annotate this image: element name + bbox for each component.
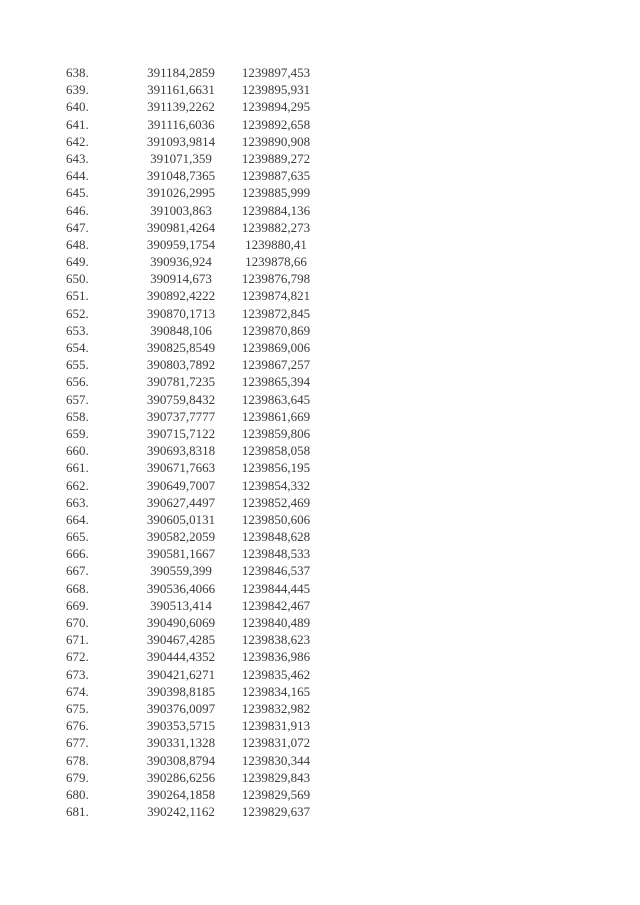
point-number: 661.: [66, 460, 89, 476]
x-coordinate: 390331,1328: [146, 735, 216, 751]
x-coordinate: 391026,2995: [146, 185, 216, 201]
point-number: 675.: [66, 700, 89, 716]
table-row: [60, 700, 340, 717]
x-coordinate: 390627,4497: [146, 494, 216, 510]
x-coordinate: 391184,2859: [147, 65, 215, 80]
y-coordinate: 1239882,273: [241, 219, 311, 235]
x-coordinate: 390914,673: [150, 271, 212, 287]
y-coordinate: 1239848,628: [241, 529, 311, 545]
point-number: 662.: [66, 477, 89, 493]
table-row: [60, 717, 340, 734]
point-number: 679.: [66, 769, 89, 785]
table-row: [60, 442, 340, 459]
point-number: 646.: [66, 202, 89, 218]
table-row: [60, 81, 340, 98]
y-coordinate: 1239887,635: [241, 168, 311, 184]
point-number: 654.: [66, 340, 89, 355]
x-coordinate: 390892,4222: [146, 288, 216, 304]
point-number: 665.: [66, 529, 89, 545]
x-coordinate: 390870,1713: [146, 305, 216, 321]
x-coordinate: 390444,4352: [146, 649, 216, 665]
table-row: [60, 287, 340, 304]
x-coordinate: 390693,8318: [146, 443, 216, 459]
table-row: [60, 305, 340, 322]
y-coordinate: 1239831,913: [241, 718, 311, 734]
y-coordinate: 1239848,533: [241, 546, 311, 562]
table-row: [60, 373, 340, 390]
point-number: 672.: [66, 649, 89, 665]
x-coordinate: 390671,7663: [146, 460, 216, 476]
point-number: 638.: [66, 65, 89, 80]
point-number: 673.: [66, 666, 89, 682]
x-coordinate: 391161,6631: [147, 82, 215, 98]
table-row: [60, 270, 340, 287]
y-coordinate: 1239884,136: [241, 202, 311, 218]
y-coordinate: 1239840,489: [241, 615, 311, 630]
point-number: 666.: [66, 546, 89, 562]
table-row: [60, 425, 340, 442]
table-row: [60, 752, 340, 769]
table-row: [60, 339, 340, 356]
x-coordinate: 390825,8549: [146, 340, 216, 355]
x-coordinate: 390308,8794: [146, 752, 216, 768]
point-number: 659.: [66, 425, 89, 441]
x-coordinate: 390803,7892: [146, 357, 216, 373]
point-number: 651.: [66, 288, 89, 304]
table-row: [60, 391, 340, 408]
x-coordinate: 391048,7365: [146, 168, 216, 184]
point-number: 667.: [66, 563, 89, 579]
table-row: [60, 408, 340, 425]
point-number: 641.: [66, 116, 89, 132]
y-coordinate: 1239829,569: [241, 786, 311, 802]
point-number: 671.: [66, 632, 89, 648]
y-coordinate: 1239829,843: [241, 769, 311, 785]
coordinate-table: [60, 64, 340, 820]
point-number: 664.: [66, 511, 89, 527]
x-coordinate: 390398,8185: [146, 683, 216, 699]
x-coordinate: 390649,7007: [146, 477, 216, 493]
x-coordinate: 390582,2059: [146, 529, 216, 545]
table-row: [60, 580, 340, 597]
point-number: 663.: [66, 494, 89, 510]
y-coordinate: 1239876,798: [241, 271, 311, 287]
x-coordinate: 390490,6069: [146, 615, 216, 630]
table-row: [60, 219, 340, 236]
y-coordinate: 1239831,072: [241, 735, 311, 751]
y-coordinate: 1239829,637: [241, 804, 311, 820]
point-number: 668.: [66, 580, 89, 596]
y-coordinate: 1239885,999: [241, 185, 311, 201]
x-coordinate: 390353,5715: [146, 718, 216, 734]
y-coordinate: 1239852,469: [241, 494, 311, 510]
y-coordinate: 1239867,257: [241, 357, 311, 373]
point-number: 640.: [66, 99, 89, 115]
y-coordinate: 1239869,006: [241, 340, 311, 355]
y-coordinate: 1239856,195: [241, 460, 311, 476]
y-coordinate: 1239859,806: [241, 425, 311, 441]
table-row: [60, 614, 340, 631]
table-row: [60, 184, 340, 201]
y-coordinate: 1239850,606: [241, 511, 311, 527]
x-coordinate: 390981,4264: [146, 219, 216, 235]
point-number: 680.: [66, 786, 89, 802]
x-coordinate: 390605,0131: [146, 511, 216, 527]
y-coordinate: 1239894,295: [241, 99, 311, 115]
y-coordinate: 1239878,66: [245, 254, 307, 270]
table-row: [60, 562, 340, 579]
y-coordinate: 1239832,982: [241, 700, 311, 716]
y-coordinate: 1239892,658: [241, 116, 311, 132]
x-coordinate: 391093,9814: [146, 133, 216, 149]
table-row: [60, 150, 340, 167]
table-row: [60, 734, 340, 751]
x-coordinate: 390421,6271: [146, 666, 216, 682]
x-coordinate: 391071,359: [150, 150, 212, 166]
x-coordinate: 390936,924: [150, 254, 212, 270]
point-number: 650.: [66, 271, 89, 287]
y-coordinate: 1239836,986: [241, 649, 311, 665]
table-row: [60, 64, 340, 81]
y-coordinate: 1239861,669: [241, 408, 311, 424]
point-number: 676.: [66, 718, 89, 734]
y-coordinate: 1239844,445: [241, 580, 311, 596]
point-number: 647.: [66, 219, 89, 235]
y-coordinate: 1239874,821: [241, 288, 311, 304]
table-row: [60, 545, 340, 562]
x-coordinate: 390513,414: [150, 597, 212, 613]
table-row: [60, 322, 340, 339]
table-row: [60, 356, 340, 373]
table-row: [60, 666, 340, 683]
point-number: 681.: [66, 804, 89, 820]
table-row: [60, 494, 340, 511]
point-number: 670.: [66, 615, 89, 630]
x-coordinate: 390581,1667: [146, 546, 216, 562]
table-row: [60, 683, 340, 700]
y-coordinate: 1239870,869: [241, 322, 311, 338]
y-coordinate: 1239880,41: [245, 236, 307, 252]
point-number: 652.: [66, 305, 89, 321]
point-number: 657.: [66, 391, 89, 407]
point-number: 678.: [66, 752, 89, 768]
y-coordinate: 1239889,272: [241, 150, 311, 166]
table-row: [60, 167, 340, 184]
y-coordinate: 1239830,344: [241, 752, 311, 768]
point-number: 669.: [66, 597, 89, 613]
table-row: [60, 133, 340, 150]
x-coordinate: 390242,1162: [147, 804, 215, 820]
x-coordinate: 390848,106: [150, 322, 212, 338]
point-number: 658.: [66, 408, 89, 424]
point-number: 656.: [66, 374, 89, 390]
x-coordinate: 391003,863: [150, 202, 212, 218]
x-coordinate: 390781,7235: [146, 374, 216, 390]
table-row: [60, 236, 340, 253]
point-number: 648.: [66, 236, 89, 252]
y-coordinate: 1239858,058: [241, 443, 311, 459]
x-coordinate: 390376,0097: [146, 700, 216, 716]
table-row: [60, 803, 340, 820]
y-coordinate: 1239863,645: [241, 391, 311, 407]
point-number: 674.: [66, 683, 89, 699]
table-row: [60, 528, 340, 545]
point-number: 643.: [66, 150, 89, 166]
point-number: 645.: [66, 185, 89, 201]
point-number: 639.: [66, 82, 89, 98]
table-row: [60, 98, 340, 115]
point-number: 642.: [66, 133, 89, 149]
y-coordinate: 1239834,165: [241, 683, 311, 699]
y-coordinate: 1239872,845: [241, 305, 311, 321]
x-coordinate: 390286,6256: [146, 769, 216, 785]
point-number: 655.: [66, 357, 89, 373]
point-number: 653.: [66, 322, 89, 338]
table-row: [60, 202, 340, 219]
y-coordinate: 1239846,537: [241, 563, 311, 579]
y-coordinate: 1239835,462: [241, 666, 311, 682]
x-coordinate: 390536,4066: [146, 580, 216, 596]
x-coordinate: 391139,2262: [147, 99, 215, 115]
y-coordinate: 1239842,467: [241, 597, 311, 613]
x-coordinate: 390467,4285: [146, 632, 216, 648]
point-number: 649.: [66, 254, 89, 270]
table-row: [60, 786, 340, 803]
x-coordinate: 390759,8432: [146, 391, 216, 407]
point-number: 677.: [66, 735, 89, 751]
table-row: [60, 648, 340, 665]
table-row: [60, 253, 340, 270]
y-coordinate: 1239838,623: [241, 632, 311, 648]
x-coordinate: 391116,6036: [147, 116, 215, 132]
table-row: [60, 597, 340, 614]
table-row: [60, 511, 340, 528]
x-coordinate: 390959,1754: [146, 236, 216, 252]
y-coordinate: 1239890,908: [241, 133, 311, 149]
y-coordinate: 1239854,332: [241, 477, 311, 493]
y-coordinate: 1239897,453: [241, 65, 311, 80]
point-number: 660.: [66, 443, 89, 459]
table-row: [60, 477, 340, 494]
y-coordinate: 1239895,931: [241, 82, 311, 98]
x-coordinate: 390737,7777: [146, 408, 216, 424]
table-row: [60, 769, 340, 786]
table-row: [60, 631, 340, 648]
x-coordinate: 390264,1858: [146, 786, 216, 802]
point-number: 644.: [66, 168, 89, 184]
x-coordinate: 390715,7122: [146, 425, 216, 441]
table-row: [60, 459, 340, 476]
y-coordinate: 1239865,394: [241, 374, 311, 390]
x-coordinate: 390559,399: [150, 563, 212, 579]
table-row: [60, 116, 340, 133]
